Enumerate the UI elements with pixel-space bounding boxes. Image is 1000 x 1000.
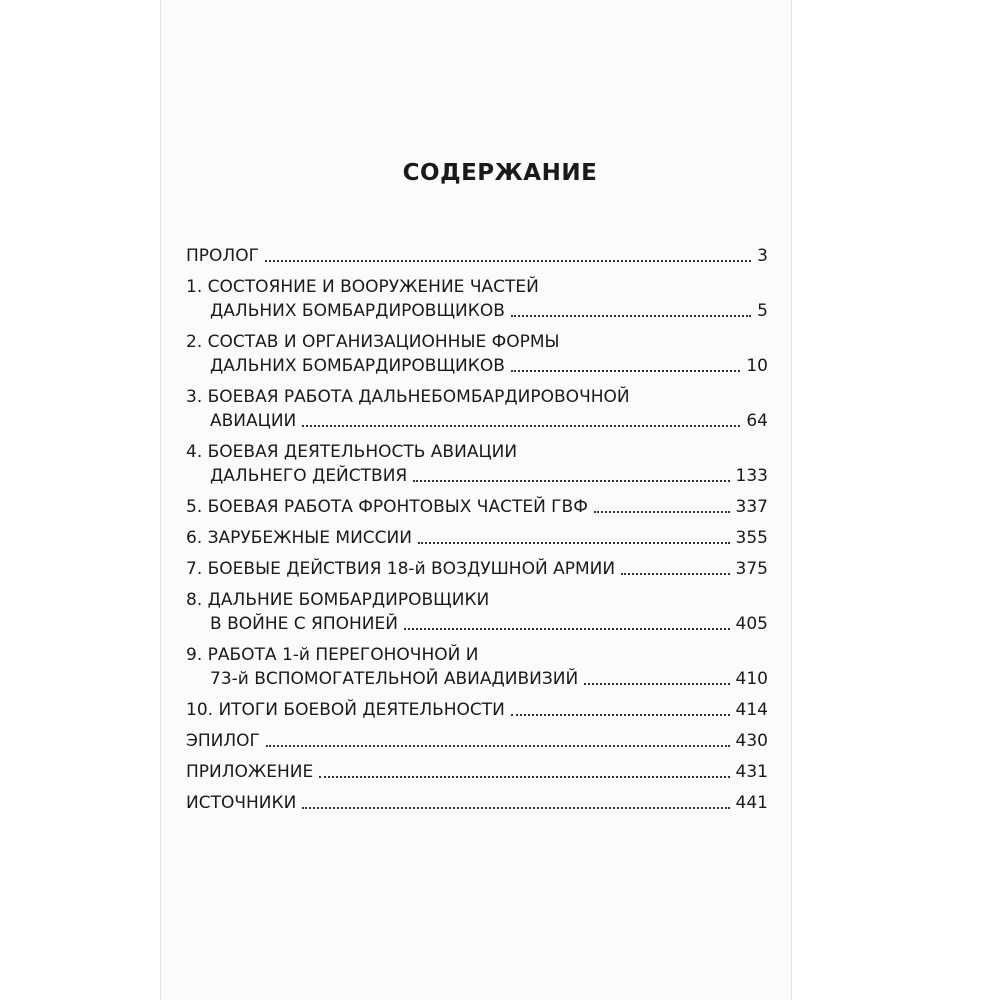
toc-entry-title-line: ПРОЛОГ [186,246,259,266]
toc-page-number: 355 [735,528,768,548]
dot-leader [621,573,729,575]
toc-entry-title-line: В ВОЙНЕ С ЯПОНИЕЙ [210,614,398,634]
dot-leader [594,511,730,513]
entry-spacer [186,323,768,330]
dot-leader [302,425,740,427]
toc-entry-row [186,729,768,753]
toc-page-number: 414 [735,700,768,720]
dot-leader [404,628,730,630]
toc-entry-row [186,354,768,378]
dot-leader [319,776,729,778]
toc-entry [186,330,768,378]
toc-entry-row [186,464,768,488]
toc-entry [186,275,768,323]
toc-page-number: 64 [746,411,768,431]
toc-entry-title-line: 10. ИТОГИ БОЕВОЙ ДЕЯТЕЛЬНОСТИ [186,700,505,720]
toc-page-number: 375 [735,559,768,579]
toc-entry-title-line: ДАЛЬНИХ БОМБАРДИРОВЩИКОВ [210,301,505,321]
toc-entry [186,588,768,636]
toc-entry [186,557,768,581]
dot-leader [266,745,730,747]
entry-spacer [186,268,768,275]
toc-entry-row [186,299,768,323]
toc-entry [186,760,768,784]
toc-entry [186,698,768,722]
dot-leader [413,480,729,482]
table-of-contents [186,244,768,815]
toc-entry-title-line: 9. РАБОТА 1-й ПЕРЕГОНОЧНОЙ И [186,645,479,665]
dot-leader [584,683,729,685]
entry-spacer [186,636,768,643]
toc-entry-title-line: 3. БОЕВАЯ РАБОТА ДАЛЬНЕБОМБАРДИРОВОЧНОЙ [186,387,630,407]
toc-entry-row [186,791,768,815]
toc-entry-row [186,495,768,519]
toc-entry-row [186,526,768,550]
toc-entry-title-line: ЭПИЛОГ [186,731,260,751]
dot-leader [511,315,751,317]
entry-spacer [186,784,768,791]
entry-spacer [186,378,768,385]
dot-leader [511,370,740,372]
toc-page-number: 10 [746,356,768,376]
toc-entry-row [186,698,768,722]
toc-entry-title-line: 4. БОЕВАЯ ДЕЯТЕЛЬНОСТЬ АВИАЦИИ [186,442,518,462]
entry-spacer [186,550,768,557]
toc-entry-row [186,244,768,268]
toc-page-number: 3 [757,246,768,266]
entry-spacer [186,691,768,698]
toc-entry-row [186,667,768,691]
toc-entry-title-line: ДАЛЬНЕГО ДЕЙСТВИЯ [210,466,408,486]
toc-entry [186,495,768,519]
toc-entry-title-line: ИСТОЧНИКИ [186,793,297,813]
toc-entry-row [186,760,768,784]
toc-entry-row [186,409,768,433]
toc-entry-title-line: 6. ЗАРУБЕЖНЫЕ МИССИИ [186,528,412,548]
toc-entry-title-line: 8. ДАЛЬНИЕ БОМБАРДИРОВЩИКИ [186,590,490,610]
toc-page-number: 441 [735,793,768,813]
toc-entry-row [186,557,768,581]
toc-entry-title-line: АВИАЦИИ [210,411,297,431]
toc-page-number: 430 [735,731,768,751]
entry-spacer [186,753,768,760]
toc-entry [186,385,768,433]
toc-page-number: 5 [757,301,768,321]
toc-page-number: 133 [735,466,768,486]
entry-spacer [186,433,768,440]
toc-entry-title-line: 7. БОЕВЫЕ ДЕЙСТВИЯ 18-й ВОЗДУШНОЙ АРМИИ [186,559,616,579]
toc-page-number: 431 [735,762,768,782]
toc-entry-row [186,612,768,636]
toc-entry [186,791,768,815]
toc-entry-title-line: 5. БОЕВАЯ РАБОТА ФРОНТОВЫХ ЧАСТЕЙ ГВФ [186,497,588,517]
toc-entry [186,643,768,691]
entry-spacer [186,581,768,588]
toc-entry [186,729,768,753]
entry-spacer [186,488,768,495]
entry-spacer [186,722,768,729]
toc-entry-title-line: ПРИЛОЖЕНИЕ [186,762,314,782]
toc-entry [186,244,768,268]
dot-leader [302,807,729,809]
dot-leader [265,260,751,262]
page-title: СОДЕРЖАНИЕ [402,160,598,186]
toc-page-number: 410 [735,669,768,689]
toc-entry-title-line: ДАЛЬНИХ БОМБАРДИРОВЩИКОВ [210,356,505,376]
dot-leader [511,714,730,716]
dot-leader [418,542,730,544]
toc-page-number: 405 [735,614,768,634]
entry-spacer [186,519,768,526]
toc-entry-title-line: 73-й ВСПОМОГАТЕЛЬНОЙ АВИАДИВИЗИЙ [210,669,579,689]
toc-entry-title-line: 2. СОСТАВ И ОРГАНИЗАЦИОННЫЕ ФОРМЫ [186,332,560,352]
toc-page-number: 337 [735,497,768,517]
toc-entry [186,440,768,488]
toc-entry-title-line: 1. СОСТОЯНИЕ И ВООРУЖЕНИЕ ЧАСТЕЙ [186,277,539,297]
toc-entry [186,526,768,550]
